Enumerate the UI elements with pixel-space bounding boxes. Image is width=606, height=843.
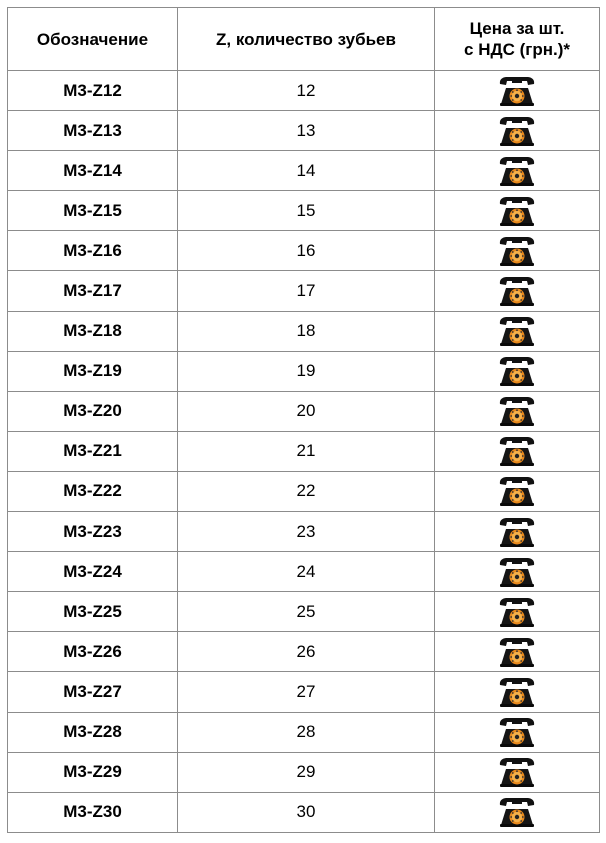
cell-teeth: 28 <box>178 712 435 752</box>
table-row <box>8 552 600 592</box>
cell-designation: M3-Z14 <box>8 151 178 191</box>
rotary-telephone-icon[interactable] <box>497 475 537 507</box>
header-price-line1: Цена за шт. <box>469 19 565 38</box>
cell-price[interactable] <box>435 672 600 712</box>
rotary-telephone-icon[interactable] <box>497 676 537 708</box>
rotary-telephone-icon[interactable] <box>497 756 537 788</box>
cell-price[interactable] <box>435 111 600 151</box>
table-row <box>8 191 600 231</box>
cell-designation: M3-Z25 <box>8 592 178 632</box>
table-row <box>8 111 600 151</box>
cell-designation: M3-Z30 <box>8 792 178 832</box>
table-body <box>8 71 600 833</box>
cell-designation: M3-Z17 <box>8 271 178 311</box>
rotary-telephone-icon[interactable] <box>497 315 537 347</box>
cell-teeth: 13 <box>178 111 435 151</box>
table-row <box>8 231 600 271</box>
cell-teeth: 22 <box>178 471 435 511</box>
table-row <box>8 71 600 111</box>
table-row <box>8 512 600 552</box>
cell-designation: M3-Z26 <box>8 632 178 672</box>
cell-teeth: 27 <box>178 672 435 712</box>
cell-price[interactable] <box>435 231 600 271</box>
cell-designation: M3-Z22 <box>8 471 178 511</box>
cell-teeth: 20 <box>178 391 435 431</box>
rotary-telephone-icon[interactable] <box>497 235 537 267</box>
rotary-telephone-icon[interactable] <box>497 155 537 187</box>
rotary-telephone-icon[interactable] <box>497 516 537 548</box>
cell-designation: M3-Z16 <box>8 231 178 271</box>
cell-designation: M3-Z28 <box>8 712 178 752</box>
rotary-telephone-icon[interactable] <box>497 275 537 307</box>
table-row <box>8 672 600 712</box>
header-teeth: Z, количество зубьев <box>178 8 435 71</box>
table-row <box>8 271 600 311</box>
rotary-telephone-icon[interactable] <box>497 195 537 227</box>
table-row <box>8 712 600 752</box>
table-row <box>8 151 600 191</box>
cell-teeth: 25 <box>178 592 435 632</box>
cell-teeth: 18 <box>178 311 435 351</box>
cell-teeth: 19 <box>178 351 435 391</box>
rotary-telephone-icon[interactable] <box>497 395 537 427</box>
rotary-telephone-icon[interactable] <box>497 796 537 828</box>
cell-price[interactable] <box>435 792 600 832</box>
cell-price[interactable] <box>435 431 600 471</box>
cell-teeth: 21 <box>178 431 435 471</box>
table-row <box>8 391 600 431</box>
cell-price[interactable] <box>435 391 600 431</box>
cell-price[interactable] <box>435 271 600 311</box>
cell-designation: M3-Z24 <box>8 552 178 592</box>
cell-price[interactable] <box>435 592 600 632</box>
table-row <box>8 351 600 391</box>
cell-price[interactable] <box>435 632 600 672</box>
rotary-telephone-icon[interactable] <box>497 636 537 668</box>
cell-teeth: 24 <box>178 552 435 592</box>
header-price <box>435 8 600 71</box>
cell-teeth: 26 <box>178 632 435 672</box>
cell-price[interactable] <box>435 351 600 391</box>
cell-designation: M3-Z23 <box>8 512 178 552</box>
cell-teeth: 23 <box>178 512 435 552</box>
cell-price[interactable] <box>435 71 600 111</box>
rotary-telephone-icon[interactable] <box>497 115 537 147</box>
cell-designation: M3-Z13 <box>8 111 178 151</box>
cell-teeth: 29 <box>178 752 435 792</box>
cell-teeth: 17 <box>178 271 435 311</box>
table-row <box>8 431 600 471</box>
rotary-telephone-icon[interactable] <box>497 435 537 467</box>
cell-designation: M3-Z12 <box>8 71 178 111</box>
cell-price[interactable] <box>435 471 600 511</box>
cell-teeth: 16 <box>178 231 435 271</box>
rotary-telephone-icon[interactable] <box>497 596 537 628</box>
rotary-telephone-icon[interactable] <box>497 355 537 387</box>
cell-designation: M3-Z20 <box>8 391 178 431</box>
cell-designation: M3-Z15 <box>8 191 178 231</box>
cell-price[interactable] <box>435 311 600 351</box>
cell-price[interactable] <box>435 712 600 752</box>
cell-teeth: 30 <box>178 792 435 832</box>
cell-designation: M3-Z21 <box>8 431 178 471</box>
rotary-telephone-icon[interactable] <box>497 75 537 107</box>
cell-price[interactable] <box>435 512 600 552</box>
cell-designation: M3-Z29 <box>8 752 178 792</box>
table-header-row <box>8 8 600 71</box>
table-row <box>8 792 600 832</box>
cell-designation: M3-Z19 <box>8 351 178 391</box>
cell-teeth: 14 <box>178 151 435 191</box>
cell-price[interactable] <box>435 552 600 592</box>
cell-designation: M3-Z27 <box>8 672 178 712</box>
cell-price[interactable] <box>435 151 600 191</box>
table-row <box>8 311 600 351</box>
header-price-line2: с НДС (грн.)* <box>464 40 570 59</box>
cell-teeth: 15 <box>178 191 435 231</box>
header-designation: Обозначение <box>8 8 178 71</box>
cell-price[interactable] <box>435 191 600 231</box>
cell-designation: M3-Z18 <box>8 311 178 351</box>
table-row <box>8 752 600 792</box>
table-row <box>8 471 600 511</box>
table-row <box>8 632 600 672</box>
rotary-telephone-icon[interactable] <box>497 716 537 748</box>
cell-teeth: 12 <box>178 71 435 111</box>
gear-price-table <box>7 7 600 833</box>
table-row <box>8 592 600 632</box>
cell-price[interactable] <box>435 752 600 792</box>
rotary-telephone-icon[interactable] <box>497 556 537 588</box>
